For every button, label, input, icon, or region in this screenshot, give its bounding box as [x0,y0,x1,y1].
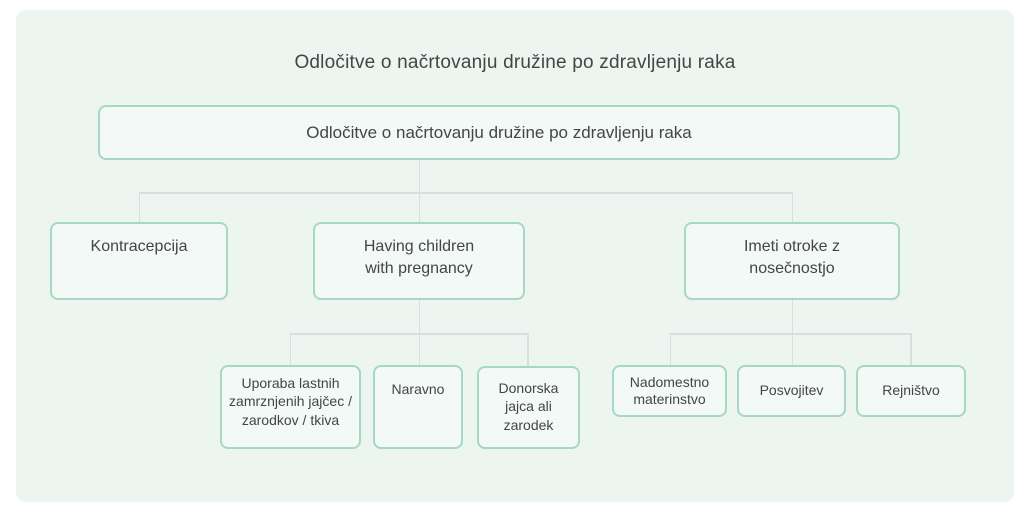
connector-stub-donorska [527,333,529,366]
node-naravno [373,365,463,449]
connector-right-group-bus [670,333,911,335]
node-rejnistvo [856,365,966,417]
connector-stub-uporaba [290,333,292,365]
node-uporaba-lastnih [220,365,361,449]
node-posvojitev-label: Posvojitev [759,382,824,399]
diagram-title: Odločitve o načrtovanju družine po zdravljenju raka [294,52,736,73]
connector-stub-rejnistvo [910,333,912,365]
connector-stub-nadomestno [670,333,672,365]
node-imeti-otroke-label: Imeti otroke z nosečnostjo [743,238,841,278]
node-nadomestno [612,365,727,417]
node-naravno-label: Naravno [391,381,445,397]
node-having-children-label: Having children with pregnancy [363,238,475,278]
node-posvojitev [737,365,846,417]
node-donorska-label: Donorska jajca ali zarodek [498,380,559,433]
node-kontracepcija-label: Kontracepcija [90,238,188,255]
node-donorska [477,366,580,449]
connector-stub-kontracepcija [139,192,141,222]
node-root [98,105,900,160]
connector-level1-bus [139,192,793,194]
connector-left-group-bus [290,333,528,335]
node-having-children [313,222,525,300]
node-rejnistvo-label: Rejništvo [882,382,940,399]
connector-stub-imeti-otroke [792,192,794,222]
connector-root-drop [419,160,421,222]
node-uporaba-lastnih-label: Uporaba lastnih zamrznjenih jajčec / zarodkov / tkiva [229,375,352,428]
node-root-label: Odločitve o načrtovanju družine po zdravljenju raka [306,122,692,142]
node-imeti-otroke [684,222,900,300]
node-nadomestno-label: Nadomestno materinstvo [629,373,710,407]
node-kontracepcija [50,222,228,300]
